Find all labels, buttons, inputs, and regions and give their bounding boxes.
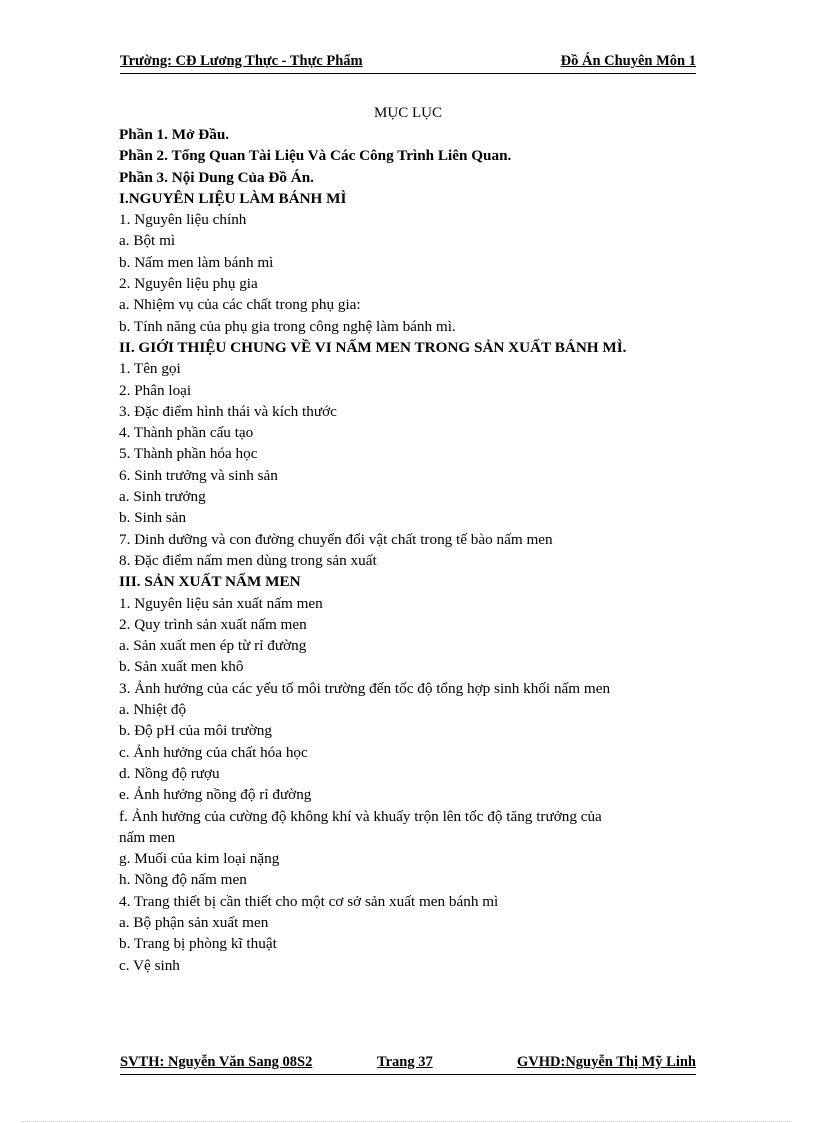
page-edge-divider bbox=[22, 1121, 792, 1122]
toc-section-iii: III. SẢN XUẤT NẤM MEN bbox=[119, 573, 301, 591]
toc-item: d. Nồng độ rượu bbox=[119, 764, 220, 782]
toc-section-ii: II. GIỚI THIỆU CHUNG VỀ VI NẤM MEN TRONG SẢN XUẤT BÁNH MÌ. bbox=[119, 338, 627, 356]
page-header bbox=[120, 53, 696, 74]
toc-item: 6. Sinh trưởng và sinh sản bbox=[119, 466, 278, 484]
toc-item: 7. Dinh dưỡng và con đường chuyển đổi vật chất trong tế bào nấm men bbox=[119, 530, 553, 548]
toc-item: 1. Nguyên liệu sản xuất nấm men bbox=[119, 594, 323, 612]
toc-item: 2. Quy trình sản xuất nấm men bbox=[119, 615, 307, 633]
toc-part-3: Phần 3. Nội Dung Của Đồ Án. bbox=[119, 168, 314, 186]
toc-item: 5. Thành phần hóa học bbox=[119, 445, 258, 463]
toc-item: e. Ảnh hưởng nồng độ rỉ đường bbox=[119, 786, 312, 804]
toc-item: 4. Trang thiết bị cần thiết cho một cơ sở sản xuất men bánh mì bbox=[119, 892, 499, 910]
toc-item: 2. Phân loại bbox=[119, 381, 192, 399]
toc-item: f. Ảnh hưởng của cường độ không khí và khuấy trộn lên tốc độ tăng trưởng của nấm men bbox=[119, 807, 602, 846]
toc-item: b. Sản xuất men khô bbox=[119, 658, 244, 676]
toc-part-2: Phần 2. Tổng Quan Tài Liệu Và Các Công Trình Liên Quan. bbox=[119, 147, 512, 165]
toc-item: a. Nhiệt độ bbox=[119, 701, 187, 719]
toc-item: 1. Nguyên liệu chính bbox=[119, 211, 247, 229]
table-of-contents bbox=[119, 124, 697, 976]
page-title: MỤC LỤC bbox=[374, 105, 442, 121]
toc-item: a. Bột mì bbox=[119, 232, 176, 250]
toc-item: b. Độ pH của môi trường bbox=[119, 722, 272, 740]
toc-item: b. Nấm men làm bánh mì bbox=[119, 253, 274, 271]
toc-item: b. Trang bị phòng kĩ thuật bbox=[119, 935, 277, 953]
toc-item: 3. Ảnh hưởng của các yếu tố môi trường đến tốc độ tổng hợp sinh khối nấm men bbox=[119, 679, 611, 697]
toc-item: 8. Đặc điểm nấm men dùng trong sản xuất bbox=[119, 551, 377, 569]
toc-item: g. Muối của kim loại nặng bbox=[119, 850, 280, 868]
page-footer bbox=[120, 1054, 696, 1075]
toc-item: 4. Thành phần cấu tạo bbox=[119, 424, 254, 442]
toc-part-1: Phần 1. Mở Đầu. bbox=[119, 126, 230, 143]
header-school: Trường: CĐ Lương Thực - Thực Phẩm bbox=[120, 53, 363, 69]
toc-item: a. Sản xuất men ép từ rỉ đường bbox=[119, 637, 307, 655]
footer-advisor: GVHD:Nguyễn Thị Mỹ Linh bbox=[516, 1054, 696, 1070]
toc-item: h. Nồng độ nấm men bbox=[119, 871, 247, 889]
header-course: Đồ Án Chuyên Môn 1 bbox=[560, 53, 696, 69]
toc-item: c. Ảnh hưởng của chất hóa học bbox=[119, 743, 308, 761]
toc-item: c. Vệ sinh bbox=[119, 956, 180, 974]
footer-page-number: Trang 37 bbox=[377, 1054, 433, 1070]
toc-item: a. Sinh trưởng bbox=[119, 488, 206, 506]
toc-item: b. Tính năng của phụ gia trong công nghệ làm bánh mì. bbox=[119, 317, 456, 335]
toc-item: 1. Tên gọi bbox=[119, 360, 181, 378]
toc-item: 3. Đặc điểm hình thái và kích thước bbox=[119, 402, 337, 420]
toc-item: a. Nhiệm vụ của các chất trong phụ gia: bbox=[119, 296, 361, 314]
toc-item: a. Bộ phận sản xuất men bbox=[119, 913, 269, 931]
footer-student: SVTH: Nguyễn Văn Sang 08S2 bbox=[120, 1054, 313, 1070]
toc-item: 2. Nguyên liệu phụ gia bbox=[119, 275, 258, 293]
toc-item: b. Sinh sản bbox=[119, 509, 187, 527]
toc-section-i: I.NGUYÊN LIỆU LÀM BÁNH MÌ bbox=[119, 189, 347, 207]
